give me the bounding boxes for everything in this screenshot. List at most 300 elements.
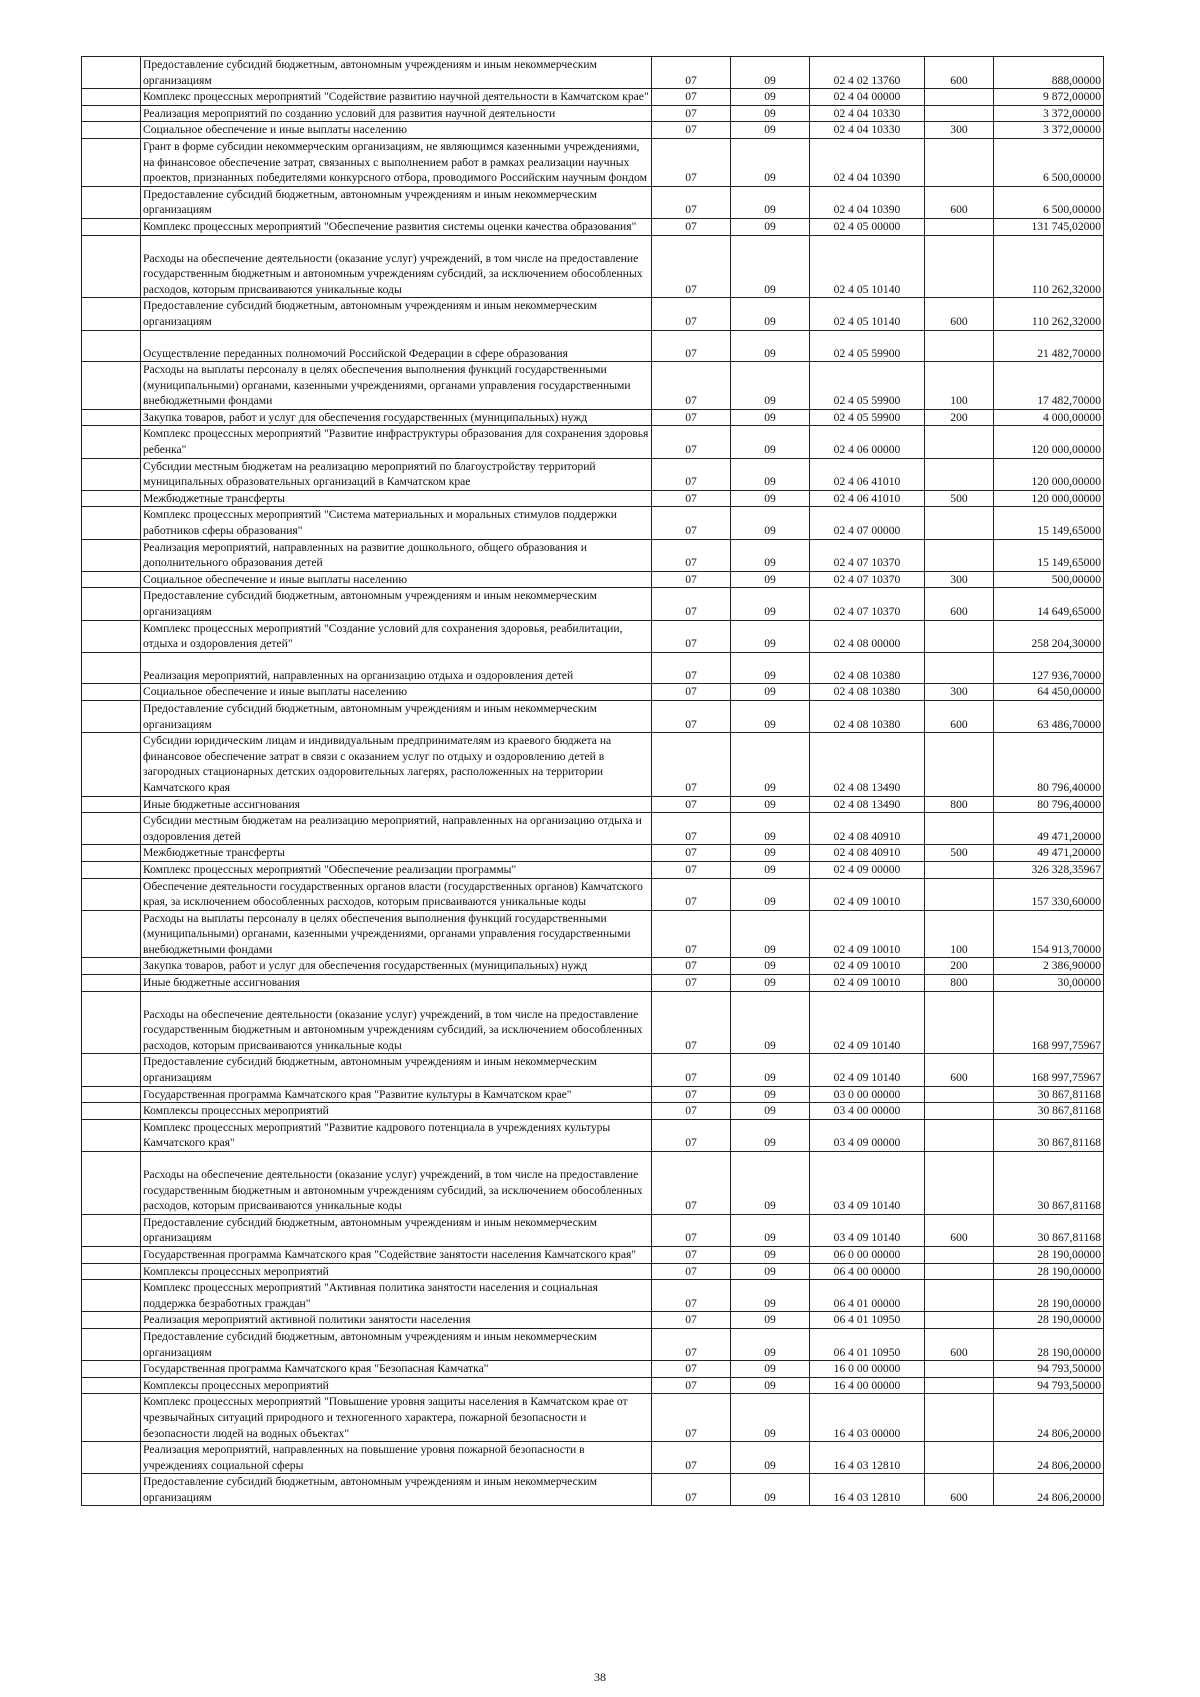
section-code: 07 <box>652 620 731 652</box>
expense-type-code <box>925 878 994 910</box>
amount: 15 149,65000 <box>994 539 1104 571</box>
expense-type-code: 600 <box>925 1054 994 1086</box>
expense-type-code <box>925 105 994 122</box>
amount: 326 328,35967 <box>994 861 1104 878</box>
row-number-cell <box>82 507 141 539</box>
expense-type-code <box>925 1394 994 1442</box>
section-code: 07 <box>652 1442 731 1474</box>
subsection-code: 09 <box>731 1394 810 1442</box>
expense-type-code <box>925 652 994 684</box>
row-number-cell <box>82 218 141 235</box>
table-row <box>82 57 1104 89</box>
table-row <box>82 409 1104 426</box>
expense-type-code: 600 <box>925 186 994 218</box>
expense-type-code <box>925 507 994 539</box>
table-row <box>82 878 1104 910</box>
amount: 28 190,00000 <box>994 1280 1104 1312</box>
subsection-code: 09 <box>731 652 810 684</box>
expense-type-code <box>925 1377 994 1394</box>
subsection-code: 09 <box>731 1312 810 1329</box>
row-number-cell <box>82 1103 141 1120</box>
row-number-cell <box>82 138 141 186</box>
subsection-code: 09 <box>731 1119 810 1151</box>
target-item-code: 02 4 04 10390 <box>810 186 925 218</box>
target-item-code: 16 4 03 00000 <box>810 1394 925 1442</box>
row-name: Предоставление субсидий бюджетным, автономным учреждениям и иным некоммерческим организациям <box>141 1328 652 1360</box>
amount: 49 471,20000 <box>994 813 1104 845</box>
subsection-code: 09 <box>731 975 810 992</box>
target-item-code: 03 4 09 10140 <box>810 1152 925 1215</box>
subsection-code: 09 <box>731 1246 810 1263</box>
table-row <box>82 1474 1104 1506</box>
expense-type-code: 600 <box>925 700 994 732</box>
section-code: 07 <box>652 1103 731 1120</box>
expense-type-code: 600 <box>925 298 994 330</box>
section-code: 07 <box>652 588 731 620</box>
amount: 49 471,20000 <box>994 845 1104 862</box>
table-row <box>82 1394 1104 1442</box>
row-name: Межбюджетные трансферты <box>141 845 652 862</box>
expense-type-code <box>925 1361 994 1378</box>
row-number-cell <box>82 1474 141 1506</box>
amount: 24 806,20000 <box>994 1442 1104 1474</box>
row-number-cell <box>82 991 141 1054</box>
subsection-code: 09 <box>731 1377 810 1394</box>
row-number-cell <box>82 1394 141 1442</box>
subsection-code: 09 <box>731 1152 810 1215</box>
target-item-code: 02 4 04 10390 <box>810 138 925 186</box>
subsection-code: 09 <box>731 218 810 235</box>
target-item-code: 02 4 08 00000 <box>810 620 925 652</box>
subsection-code: 09 <box>731 409 810 426</box>
table-row <box>82 1103 1104 1120</box>
row-name: Иные бюджетные ассигнования <box>141 975 652 992</box>
expense-type-code <box>925 539 994 571</box>
row-name: Иные бюджетные ассигнования <box>141 796 652 813</box>
target-item-code: 02 4 08 10380 <box>810 700 925 732</box>
row-name: Предоставление субсидий бюджетным, автономным учреждениям и иным некоммерческим организациям <box>141 588 652 620</box>
amount: 30 867,81168 <box>994 1086 1104 1103</box>
row-name: Комплексы процессных мероприятий <box>141 1263 652 1280</box>
row-number-cell <box>82 330 141 362</box>
table-row <box>82 507 1104 539</box>
row-number-cell <box>82 1119 141 1151</box>
target-item-code: 16 4 00 00000 <box>810 1377 925 1394</box>
table-row <box>82 1312 1104 1329</box>
target-item-code: 02 4 08 40910 <box>810 845 925 862</box>
table-row <box>82 1214 1104 1246</box>
amount: 258 204,30000 <box>994 620 1104 652</box>
table-row <box>82 1054 1104 1086</box>
table-row <box>82 1328 1104 1360</box>
target-item-code: 16 0 00 00000 <box>810 1361 925 1378</box>
section-code: 07 <box>652 1474 731 1506</box>
target-item-code: 02 4 09 10140 <box>810 991 925 1054</box>
section-code: 07 <box>652 330 731 362</box>
amount: 110 262,32000 <box>994 298 1104 330</box>
expense-type-code: 300 <box>925 571 994 588</box>
row-number-cell <box>82 1442 141 1474</box>
row-name: Закупка товаров, работ и услуг для обеспечения государственных (муниципальных) нужд <box>141 409 652 426</box>
amount: 131 745,02000 <box>994 218 1104 235</box>
row-number-cell <box>82 1312 141 1329</box>
row-name: Расходы на обеспечение деятельности (оказание услуг) учреждений, в том числе на предоставление государственным бюджетным и автономным учреждениям субсидий, за исключением обособленных расходов, которым присваиваются уникальные коды <box>141 235 652 298</box>
subsection-code: 09 <box>731 186 810 218</box>
amount: 120 000,00000 <box>994 490 1104 507</box>
row-number-cell <box>82 620 141 652</box>
section-code: 07 <box>652 105 731 122</box>
table-row <box>82 958 1104 975</box>
row-number-cell <box>82 975 141 992</box>
row-name: Государственная программа Камчатского края "Безопасная Камчатка" <box>141 1361 652 1378</box>
expense-type-code <box>925 861 994 878</box>
row-number-cell <box>82 684 141 701</box>
amount: 17 482,70000 <box>994 362 1104 410</box>
table-row <box>82 122 1104 139</box>
subsection-code: 09 <box>731 426 810 458</box>
amount: 24 806,20000 <box>994 1394 1104 1442</box>
table-row <box>82 910 1104 958</box>
target-item-code: 02 4 08 13490 <box>810 733 925 796</box>
subsection-code: 09 <box>731 571 810 588</box>
expense-type-code: 600 <box>925 1328 994 1360</box>
subsection-code: 09 <box>731 89 810 106</box>
row-name: Комплексы процессных мероприятий <box>141 1377 652 1394</box>
amount: 6 500,00000 <box>994 138 1104 186</box>
subsection-code: 09 <box>731 235 810 298</box>
row-number-cell <box>82 733 141 796</box>
target-item-code: 02 4 09 10010 <box>810 910 925 958</box>
row-name: Предоставление субсидий бюджетным, автономным учреждениям и иным некоммерческим организациям <box>141 1054 652 1086</box>
table-row <box>82 861 1104 878</box>
section-code: 07 <box>652 1280 731 1312</box>
subsection-code: 09 <box>731 458 810 490</box>
table-row <box>82 539 1104 571</box>
table-row <box>82 362 1104 410</box>
amount: 64 450,00000 <box>994 684 1104 701</box>
expense-type-code: 300 <box>925 684 994 701</box>
amount: 28 190,00000 <box>994 1328 1104 1360</box>
target-item-code: 03 4 00 00000 <box>810 1103 925 1120</box>
amount: 30 867,81168 <box>994 1119 1104 1151</box>
subsection-code: 09 <box>731 620 810 652</box>
subsection-code: 09 <box>731 330 810 362</box>
target-item-code: 02 4 08 10380 <box>810 684 925 701</box>
amount: 30 867,81168 <box>994 1103 1104 1120</box>
section-code: 07 <box>652 878 731 910</box>
table-row <box>82 796 1104 813</box>
row-name: Социальное обеспечение и иные выплаты населению <box>141 122 652 139</box>
row-number-cell <box>82 910 141 958</box>
target-item-code: 02 4 05 59900 <box>810 362 925 410</box>
table-row <box>82 138 1104 186</box>
section-code: 07 <box>652 122 731 139</box>
subsection-code: 09 <box>731 796 810 813</box>
row-number-cell <box>82 122 141 139</box>
amount: 28 190,00000 <box>994 1263 1104 1280</box>
row-number-cell <box>82 409 141 426</box>
table-row <box>82 991 1104 1054</box>
row-name: Расходы на выплаты персоналу в целях обеспечения выполнения функций государственными (муниципальными) органами, казенными учреждениями, органами управления государственными внебюджетными фондами <box>141 362 652 410</box>
table-row <box>82 571 1104 588</box>
section-code: 07 <box>652 298 731 330</box>
section-code: 07 <box>652 845 731 862</box>
row-number-cell <box>82 1152 141 1215</box>
amount: 28 190,00000 <box>994 1246 1104 1263</box>
table-row <box>82 684 1104 701</box>
expense-type-code: 800 <box>925 796 994 813</box>
expense-type-code <box>925 991 994 1054</box>
row-name: Комплекс процессных мероприятий "Система материальных и моральных стимулов поддержки работников сферы образования" <box>141 507 652 539</box>
table-row <box>82 186 1104 218</box>
target-item-code: 03 0 00 00000 <box>810 1086 925 1103</box>
subsection-code: 09 <box>731 490 810 507</box>
table-row <box>82 1442 1104 1474</box>
subsection-code: 09 <box>731 1280 810 1312</box>
subsection-code: 09 <box>731 958 810 975</box>
table-row <box>82 652 1104 684</box>
target-item-code: 02 4 05 10140 <box>810 235 925 298</box>
subsection-code: 09 <box>731 105 810 122</box>
row-name: Комплекс процессных мероприятий "Обеспечение реализации программы" <box>141 861 652 878</box>
amount: 154 913,70000 <box>994 910 1104 958</box>
row-number-cell <box>82 588 141 620</box>
row-number-cell <box>82 1263 141 1280</box>
amount: 24 806,20000 <box>994 1474 1104 1506</box>
expense-type-code <box>925 1152 994 1215</box>
table-row <box>82 426 1104 458</box>
amount: 168 997,75967 <box>994 991 1104 1054</box>
target-item-code: 02 4 06 41010 <box>810 458 925 490</box>
table-row <box>82 975 1104 992</box>
amount: 4 000,00000 <box>994 409 1104 426</box>
expense-type-code <box>925 1312 994 1329</box>
section-code: 07 <box>652 796 731 813</box>
expense-type-code <box>925 1103 994 1120</box>
target-item-code: 02 4 07 00000 <box>810 507 925 539</box>
table-row <box>82 89 1104 106</box>
expense-type-code <box>925 1119 994 1151</box>
amount: 6 500,00000 <box>994 186 1104 218</box>
section-code: 07 <box>652 975 731 992</box>
table-row <box>82 330 1104 362</box>
row-name: Расходы на обеспечение деятельности (оказание услуг) учреждений, в том числе на предоставление государственным бюджетным и автономным учреждениям субсидий, за исключением обособленных расходов, которым присваиваются уникальные коды <box>141 991 652 1054</box>
expense-type-code: 800 <box>925 975 994 992</box>
subsection-code: 09 <box>731 57 810 89</box>
table-row <box>82 298 1104 330</box>
section-code: 07 <box>652 1246 731 1263</box>
row-number-cell <box>82 813 141 845</box>
target-item-code: 02 4 05 59900 <box>810 409 925 426</box>
table-row <box>82 105 1104 122</box>
target-item-code: 02 4 04 00000 <box>810 89 925 106</box>
target-item-code: 02 4 09 10140 <box>810 1054 925 1086</box>
table-row <box>82 1263 1104 1280</box>
amount: 157 330,60000 <box>994 878 1104 910</box>
target-item-code: 02 4 08 10380 <box>810 652 925 684</box>
amount: 94 793,50000 <box>994 1361 1104 1378</box>
target-item-code: 02 4 08 40910 <box>810 813 925 845</box>
amount: 127 936,70000 <box>994 652 1104 684</box>
subsection-code: 09 <box>731 813 810 845</box>
amount: 21 482,70000 <box>994 330 1104 362</box>
row-name: Предоставление субсидий бюджетным, автономным учреждениям и иным некоммерческим организациям <box>141 57 652 89</box>
section-code: 07 <box>652 1361 731 1378</box>
section-code: 07 <box>652 958 731 975</box>
target-item-code: 16 4 03 12810 <box>810 1442 925 1474</box>
row-number-cell <box>82 796 141 813</box>
row-number-cell <box>82 700 141 732</box>
subsection-code: 09 <box>731 991 810 1054</box>
amount: 30,00000 <box>994 975 1104 992</box>
section-code: 07 <box>652 1328 731 1360</box>
table-body <box>82 57 1104 1506</box>
amount: 14 649,65000 <box>994 588 1104 620</box>
row-name: Субсидии местным бюджетам на реализацию мероприятий, направленных на организацию отдыха и оздоровления детей <box>141 813 652 845</box>
subsection-code: 09 <box>731 733 810 796</box>
section-code: 07 <box>652 507 731 539</box>
target-item-code: 03 4 09 00000 <box>810 1119 925 1151</box>
subsection-code: 09 <box>731 1361 810 1378</box>
amount: 63 486,70000 <box>994 700 1104 732</box>
row-number-cell <box>82 458 141 490</box>
expense-type-code: 200 <box>925 958 994 975</box>
table-row <box>82 1280 1104 1312</box>
expense-type-code <box>925 330 994 362</box>
amount: 120 000,00000 <box>994 426 1104 458</box>
table-row <box>82 700 1104 732</box>
expense-type-code: 100 <box>925 362 994 410</box>
row-name: Комплекс процессных мероприятий "Содействие развитию научной деятельности в Камчатском крае" <box>141 89 652 106</box>
table-row <box>82 588 1104 620</box>
table-row <box>82 733 1104 796</box>
target-item-code: 03 4 09 10140 <box>810 1214 925 1246</box>
table-row <box>82 218 1104 235</box>
target-item-code: 02 4 04 10330 <box>810 122 925 139</box>
section-code: 07 <box>652 733 731 796</box>
row-name: Предоставление субсидий бюджетным, автономным учреждениям и иным некоммерческим организациям <box>141 1214 652 1246</box>
subsection-code: 09 <box>731 684 810 701</box>
expense-type-code <box>925 138 994 186</box>
target-item-code: 06 4 00 00000 <box>810 1263 925 1280</box>
row-name: Осуществление переданных полномочий Российской Федерации в сфере образования <box>141 330 652 362</box>
table-row <box>82 845 1104 862</box>
table-row <box>82 235 1104 298</box>
section-code: 07 <box>652 1086 731 1103</box>
section-code: 07 <box>652 1054 731 1086</box>
subsection-code: 09 <box>731 1263 810 1280</box>
row-name: Субсидии местным бюджетам на реализацию мероприятий по благоустройству территорий муниципальных образовательных организаций в Камчатском крае <box>141 458 652 490</box>
amount: 30 867,81168 <box>994 1214 1104 1246</box>
subsection-code: 09 <box>731 122 810 139</box>
section-code: 07 <box>652 1377 731 1394</box>
row-name: Предоставление субсидий бюджетным, автономным учреждениям и иным некоммерческим организациям <box>141 700 652 732</box>
amount: 120 000,00000 <box>994 458 1104 490</box>
subsection-code: 09 <box>731 298 810 330</box>
section-code: 07 <box>652 458 731 490</box>
row-name: Грант в форме субсидии некоммерческим организациям, не являющимся казенными учреждениями, на финансовое обеспечение затрат, связанных с выполнением работ в рамках реализации научных проектов, признанных победителями конкурсного отбора, проводимого Российским научным фондом <box>141 138 652 186</box>
row-number-cell <box>82 1246 141 1263</box>
table-row <box>82 1377 1104 1394</box>
section-code: 07 <box>652 991 731 1054</box>
row-number-cell <box>82 57 141 89</box>
row-name: Комплекс процессных мероприятий "Активная политика занятости населения и социальная поддержка безработных граждан" <box>141 1280 652 1312</box>
table-row <box>82 620 1104 652</box>
row-name: Межбюджетные трансферты <box>141 490 652 507</box>
row-name: Расходы на выплаты персоналу в целях обеспечения выполнения функций государственными (муниципальными) органами, казенными учреждениями, органами управления государственными внебюджетными фондами <box>141 910 652 958</box>
row-name: Социальное обеспечение и иные выплаты населению <box>141 571 652 588</box>
section-code: 07 <box>652 813 731 845</box>
row-name: Комплексы процессных мероприятий <box>141 1103 652 1120</box>
table-row <box>82 1086 1104 1103</box>
section-code: 07 <box>652 362 731 410</box>
row-number-cell <box>82 1086 141 1103</box>
expense-type-code <box>925 1086 994 1103</box>
row-number-cell <box>82 362 141 410</box>
section-code: 07 <box>652 138 731 186</box>
expense-type-code: 500 <box>925 845 994 862</box>
target-item-code: 06 4 01 00000 <box>810 1280 925 1312</box>
subsection-code: 09 <box>731 1214 810 1246</box>
row-number-cell <box>82 186 141 218</box>
expense-type-code: 300 <box>925 122 994 139</box>
expense-type-code: 500 <box>925 490 994 507</box>
row-name: Реализация мероприятий, направленных на повышение уровня пожарной безопасности в учреждениях социальной сферы <box>141 1442 652 1474</box>
subsection-code: 09 <box>731 138 810 186</box>
subsection-code: 09 <box>731 507 810 539</box>
row-name: Предоставление субсидий бюджетным, автономным учреждениям и иным некоммерческим организациям <box>141 1474 652 1506</box>
row-number-cell <box>82 652 141 684</box>
section-code: 07 <box>652 1119 731 1151</box>
amount: 30 867,81168 <box>994 1152 1104 1215</box>
target-item-code: 02 4 09 00000 <box>810 861 925 878</box>
expense-type-code <box>925 1263 994 1280</box>
amount: 80 796,40000 <box>994 796 1104 813</box>
target-item-code: 02 4 08 13490 <box>810 796 925 813</box>
subsection-code: 09 <box>731 539 810 571</box>
section-code: 07 <box>652 684 731 701</box>
expense-type-code <box>925 458 994 490</box>
subsection-code: 09 <box>731 1054 810 1086</box>
section-code: 07 <box>652 861 731 878</box>
section-code: 07 <box>652 490 731 507</box>
expense-type-code <box>925 813 994 845</box>
expense-type-code <box>925 1246 994 1263</box>
section-code: 07 <box>652 652 731 684</box>
section-code: 07 <box>652 1394 731 1442</box>
target-item-code: 02 4 04 10330 <box>810 105 925 122</box>
amount: 888,00000 <box>994 57 1104 89</box>
section-code: 07 <box>652 571 731 588</box>
section-code: 07 <box>652 89 731 106</box>
amount: 110 262,32000 <box>994 235 1104 298</box>
table-row <box>82 1361 1104 1378</box>
target-item-code: 02 4 07 10370 <box>810 539 925 571</box>
row-number-cell <box>82 878 141 910</box>
target-item-code: 06 0 00 00000 <box>810 1246 925 1263</box>
subsection-code: 09 <box>731 878 810 910</box>
section-code: 07 <box>652 186 731 218</box>
target-item-code: 02 4 06 00000 <box>810 426 925 458</box>
row-number-cell <box>82 1214 141 1246</box>
row-number-cell <box>82 490 141 507</box>
amount: 500,00000 <box>994 571 1104 588</box>
section-code: 07 <box>652 910 731 958</box>
section-code: 07 <box>652 409 731 426</box>
target-item-code: 02 4 05 10140 <box>810 298 925 330</box>
expense-type-code: 600 <box>925 1214 994 1246</box>
row-number-cell <box>82 845 141 862</box>
